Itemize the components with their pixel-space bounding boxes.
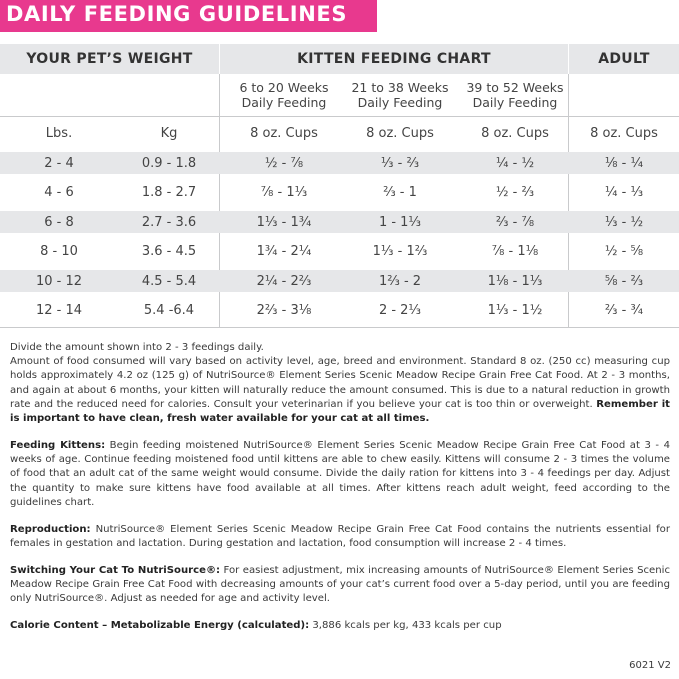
table-cell: 1⅓ - 1¾ <box>256 214 312 230</box>
table-cell: 1⅔ - 2 <box>378 273 422 289</box>
table-cell: ⅓ - ½ <box>604 214 644 230</box>
note-amount <box>10 355 670 426</box>
age-header-2-line2: Daily Feeding <box>357 95 443 110</box>
note-kittens-label: Feeding Kittens: <box>10 440 106 452</box>
kitten-header-label: KITTEN FEEDING CHART <box>297 51 491 67</box>
kitten-header <box>220 44 568 74</box>
table-cell: 1⅓ - 1⅔ <box>372 244 428 259</box>
table-cell: 1⅓ - 1½ <box>487 303 543 318</box>
table-cell: 2.7 - 3.6 <box>141 214 197 230</box>
note-reproduction <box>10 523 670 551</box>
adult-header <box>569 44 679 74</box>
table-cell: 6 - 8 <box>44 214 74 230</box>
weight-header-label: YOUR PET’S WEIGHT <box>26 51 193 67</box>
table-cell: ⅔ - ⅞ <box>495 214 535 230</box>
table-cell: 1 - 1⅓ <box>378 214 422 230</box>
table-cell: 1⅛ - 1⅓ <box>487 273 543 289</box>
adult-header-label: ADULT <box>598 51 650 67</box>
table-cell: ½ - ⅞ <box>264 155 304 171</box>
table-cell: ⅝ - ⅔ <box>604 273 644 289</box>
table-cell: ¼ - ½ <box>495 155 535 171</box>
feeding-notes <box>10 341 670 634</box>
table-cell: ⅔ - ¾ <box>604 303 644 318</box>
note-switching-text: For easiest adjustment, mix increasing amounts of NutriSource® Element Series Scenic Meadow Recipe Grain Free Cat Food with decreasing amounts of your cat’s current food over a 5-day period, until you are feeding only NutriSource®. Adjust as needed for age and activity level. <box>10 565 670 605</box>
unit-cups-adult: 8 oz. Cups <box>590 126 658 141</box>
table-cell: 12 - 14 <box>35 303 83 318</box>
note-calories <box>10 619 670 633</box>
age-header-1-line2: Daily Feeding <box>241 95 327 110</box>
unit-cups-2: 8 oz. Cups <box>366 126 434 141</box>
table-cell: ⅓ - ⅔ <box>380 155 420 171</box>
age-header-1-line1: 6 to 20 Weeks <box>239 80 329 95</box>
table-cell: ⅛ - ¼ <box>604 155 644 171</box>
divider-age-row <box>0 116 679 117</box>
table-cell: 10 - 12 <box>35 273 83 289</box>
table-cell: 1.8 - 2.7 <box>141 185 197 200</box>
table-cell: 4 - 6 <box>44 185 74 200</box>
table-cell: 2 - 2⅓ <box>378 303 422 318</box>
age-header-1 <box>226 74 342 116</box>
note-reproduction-text: NutriSource® Element Series Scenic Meadow Recipe Grain Free Cat Food contains the nutrients essential for females in gestation and lactation. During gestation and lactation, food consumption will increase 2 - 4 times. <box>10 523 670 550</box>
unit-lbs: Lbs. <box>45 126 73 141</box>
note-switching <box>10 564 670 607</box>
table-cell: 4.5 - 5.4 <box>141 273 197 289</box>
note-reproduction-label: Reproduction: <box>10 523 91 535</box>
weight-header <box>0 44 219 74</box>
age-header-2 <box>342 74 458 116</box>
note-water-warning: Remember it is important to have clean, fresh water available for your cat at all times. <box>10 398 670 425</box>
note-kittens-text: Begin feeding moistened NutriSource® Element Series Scenic Meadow Recipe Grain Free Cat Food at 3 - 4 weeks of age. Continue feeding moistened food until kittens are able to chew easily. Kittens will consume 2 - 3 times the volume of food that an adult cat of the same weight would consume. Divide the daily ration for kittens into 3 - 4 feedings per day. Adjust the quantity to make sure kittens have food available at all times. After kittens reach adult weight, feed according to the guidelines chart. <box>10 440 670 508</box>
note-kittens <box>10 439 670 510</box>
feeding-table <box>0 44 679 327</box>
unit-cups-3: 8 oz. Cups <box>481 126 549 141</box>
table-cell: ½ - ⅝ <box>604 244 644 259</box>
table-cell: 8 - 10 <box>40 244 78 259</box>
age-header-3 <box>458 74 572 116</box>
note-feedings <box>10 341 670 355</box>
title-banner <box>0 0 377 32</box>
table-cell: 2¼ - 2⅔ <box>256 273 312 289</box>
table-cell: 0.9 - 1.8 <box>141 155 197 171</box>
table-cell: 3.6 - 4.5 <box>141 244 197 259</box>
table-cell: ⅞ - 1⅛ <box>491 244 539 259</box>
table-cell: ¼ - ⅓ <box>604 185 644 200</box>
note-amount-text: Amount of food consumed will vary based on activity level, age, breed and environment. Standard 8 oz. (250 cc) measuring cup holds approximately 4.2 oz (125 g) of NutriSource® Element Series Scenic Meadow Recipe Grain Free Cat Food. At 2 - 3 months, and again at about 6 months, your kitten will naturally reduce the amount consumed. This is due to a natural reduction in growth rate and the reduced need for calories. Consult your veterinarian if you believe your cat is too thin or overweight. <box>10 356 670 410</box>
unit-cups-1: 8 oz. Cups <box>250 126 318 141</box>
age-header-3-line1: 39 to 52 Weeks <box>466 80 564 95</box>
note-calories-label: Calorie Content – Metabolizable Energy (calculated): <box>10 620 310 632</box>
page-title: DAILY FEEDING GUIDELINES <box>6 2 348 26</box>
table-cell: 2 - 4 <box>44 155 74 171</box>
age-header-2-line1: 21 to 38 Weeks <box>351 80 449 95</box>
note-calories-text: 3,886 kcals per kg, 433 kcals per cup <box>312 620 502 632</box>
product-code: 6021 V2 <box>629 660 671 671</box>
table-cell: 5.4 -6.4 <box>143 303 195 318</box>
table-cell: ½ - ⅔ <box>495 185 535 200</box>
table-cell: ⅞ - 1⅓ <box>260 185 308 200</box>
table-cell: 1¾ - 2¼ <box>256 244 312 259</box>
age-header-3-line2: Daily Feeding <box>472 95 558 110</box>
note-feedings-text: Divide the amount shown into 2 - 3 feedings daily. <box>10 342 264 353</box>
unit-kg: Kg <box>160 126 178 141</box>
table-cell: 2⅔ - 3⅛ <box>256 303 312 318</box>
table-cell: ⅔ - 1 <box>383 185 417 200</box>
note-switching-label: Switching Your Cat To NutriSource®: <box>10 565 221 577</box>
